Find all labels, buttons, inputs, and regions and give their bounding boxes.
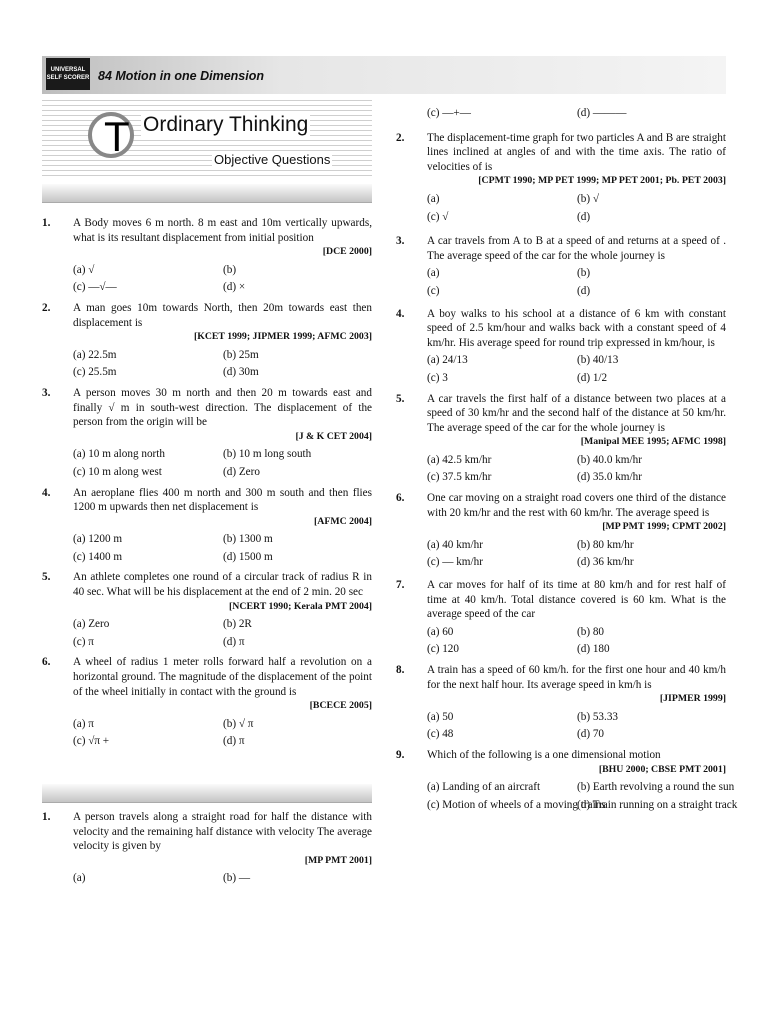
answer-option: (b) 40.0 km/hr	[577, 453, 642, 466]
answer-options	[427, 189, 726, 224]
answer-option: (c) ― km/hr	[427, 556, 483, 569]
answer-option: (b) √	[577, 192, 599, 205]
question-item	[42, 486, 372, 565]
answer-option: (c) π	[73, 635, 94, 648]
answer-option: (b) 1300 m	[223, 533, 273, 546]
answer-option: (a) 60	[427, 625, 454, 638]
section-logo-letter: T	[104, 113, 130, 160]
question-item	[396, 131, 726, 225]
answer-option: (a) 24/13	[427, 354, 468, 367]
answer-option: (d) 35.0 km/hr	[577, 471, 642, 484]
question-number: 6.	[396, 492, 405, 505]
answer-options	[427, 777, 738, 812]
question-number: 3.	[42, 386, 51, 399]
answer-option: (a) Landing of an aircraft	[427, 781, 541, 794]
answer-options	[427, 103, 726, 121]
question-source: [BCECE 2005]	[309, 700, 372, 712]
question-text: A man goes 10m towards North, then 20m towards east then displacement is	[73, 301, 372, 329]
answer-option: (d) π	[223, 735, 245, 748]
answer-option: (a) √	[73, 263, 95, 276]
answer-option: (c) ―√―	[73, 281, 117, 294]
answer-option: (d) π	[223, 635, 245, 648]
question-source: [J & K CET 2004]	[295, 430, 372, 442]
right-column	[396, 103, 738, 812]
logo-line-1: UNIVERSAL	[50, 67, 86, 73]
question-text: An aeroplane flies 400 m north and 300 m south and then flies 1200 m upwards then net displacement is	[73, 486, 372, 514]
question-source: [NCERT 1990; Kerala PMT 2004]	[229, 600, 372, 612]
answer-option: (b) 25m	[223, 348, 259, 361]
question-source: [MP PMT 1999; CPMT 2002]	[602, 521, 726, 533]
question-number: 5.	[396, 392, 405, 405]
question-item	[396, 491, 726, 570]
question-item	[42, 570, 372, 649]
question-number: 6.	[42, 656, 51, 669]
answer-option: (d) ―――	[577, 107, 627, 119]
answer-option: (a) 10 m along north	[73, 448, 165, 461]
publisher-logo	[46, 58, 90, 90]
answer-option: (b) 10 m long south	[223, 448, 312, 461]
question-text: Which of the following is a one dimensional motion	[427, 748, 661, 761]
answer-option: (b) ―	[223, 872, 251, 885]
answer-option: (b)	[577, 267, 591, 280]
question-text: A Body moves 6 m north. 8 m east and 10m vertically upwards, what is its resultant displacement from initial position	[73, 217, 372, 244]
answer-options	[427, 350, 726, 385]
answer-option: (d) ×	[223, 281, 246, 294]
answer-option: (a) Zero	[73, 618, 110, 631]
answer-option: (c) 48	[427, 728, 454, 741]
answer-options	[427, 622, 726, 657]
section-title: Ordinary Thinking	[143, 113, 309, 136]
page-title: 84 Motion in one Dimension	[98, 69, 264, 83]
answer-option: (d) 36 km/hr	[577, 556, 634, 569]
question-item	[42, 655, 372, 749]
answer-option: (a) π	[73, 717, 94, 730]
answer-option: (b) 40/13	[577, 354, 619, 367]
answer-option: (a) 50	[427, 710, 454, 723]
divider-bar	[42, 784, 372, 803]
question-source: [Manipal MEE 1995; AFMC 1998]	[580, 436, 726, 448]
question-text: A person travels along a straight road for half the distance with velocity and the remaining half distance with velocity The average velocity is given by	[73, 811, 372, 853]
answer-options	[73, 868, 372, 886]
answer-option: (c)	[427, 284, 440, 297]
answer-option: (c) 1400 m	[73, 550, 123, 563]
answer-option: (d) 70	[577, 728, 605, 741]
question-number: 2.	[396, 131, 405, 144]
answer-option: (a)	[427, 192, 440, 205]
question-source: [AFMC 2004]	[314, 515, 372, 527]
answer-options	[427, 707, 726, 742]
answer-options	[73, 529, 372, 564]
answer-options	[73, 714, 372, 749]
answer-option: (c) 25.5m	[73, 366, 117, 379]
question-number: 7.	[396, 579, 405, 592]
question-number: 3.	[396, 235, 405, 248]
question-item	[396, 663, 726, 742]
answer-option: (b)	[223, 263, 237, 276]
question-number: 4.	[42, 486, 51, 499]
answer-option: (a) 1200 m	[73, 533, 123, 546]
question-source: [DCE 2000]	[322, 246, 372, 258]
question-item	[42, 386, 372, 480]
question-item	[396, 748, 738, 812]
answer-option: (b) 53.33	[577, 710, 619, 723]
answer-option: (b) Earth revolving a round the sun	[577, 781, 735, 794]
question-number: 5.	[42, 571, 51, 584]
answer-options	[73, 345, 372, 380]
answer-options	[427, 535, 726, 570]
question-number: 4.	[396, 307, 405, 320]
question-number: 9.	[396, 748, 405, 761]
question-item	[396, 307, 726, 386]
question-number: 8.	[396, 664, 405, 676]
answer-option: (c) 120	[427, 643, 459, 656]
answer-option: (a)	[73, 872, 86, 885]
question-text: A boy walks to his school at a distance of 6 km with constant speed of 2.5 km/hour and walks back with a constant speed of 4 km/hr. His average speed for round trip expressed in km/hour, is	[427, 307, 726, 349]
logo-line-2: SELF SCORER	[46, 75, 90, 81]
answer-option: (c) √π +	[73, 735, 110, 748]
answer-option: (c) √	[427, 210, 449, 223]
answer-option: (d) 180	[577, 643, 610, 656]
question-text: A person moves 30 m north and then 20 m towards east and finally √ m in south-west direction. The displacement of the person from the origin will be	[73, 386, 372, 429]
answer-option: (a) 22.5m	[73, 348, 117, 361]
question-text: A car moves for half of its time at 80 km/h and for rest half of time at 40 km/h. Total distance covered is 60 km. What is the average speed of the car	[427, 579, 726, 621]
answer-option: (d)	[577, 210, 591, 223]
answer-option: (b) 80 km/hr	[577, 538, 634, 551]
question-text: A wheel of radius 1 meter rolls forward half a revolution on a horizontal ground. The magnitude of the displacement of the point of the wheel initially in contact with the ground is	[73, 656, 372, 698]
answer-option: (d) 1/2	[577, 371, 608, 384]
answer-options	[73, 444, 372, 479]
answer-option: (b) 80	[577, 625, 605, 638]
question-number: 1.	[42, 811, 51, 823]
answer-option: (c) 37.5 km/hr	[427, 471, 492, 484]
question-item	[42, 810, 372, 886]
question-text: A car travels from A to B at a speed of and returns at a speed of . The average speed of the car for the whole journey is	[427, 235, 726, 262]
divider-bar	[42, 184, 372, 203]
answer-option: (a)	[427, 267, 440, 280]
question-source: [BHU 2000; CBSE PMT 2001]	[598, 763, 726, 775]
question-number: 2.	[42, 301, 51, 314]
answer-option: (d)	[577, 284, 591, 297]
question-number: 1.	[42, 217, 51, 229]
question-item	[396, 103, 726, 121]
answer-option: (c) 10 m along west	[73, 465, 162, 478]
answer-option: (d) Zero	[223, 465, 260, 478]
question-text: A car travels the first half of a distance between two places at a speed of 30 km/hr and the second half of the distance at 50 km/hr. The average speed of the car for the whole journey is	[427, 392, 726, 434]
answer-option: (a) 40 km/hr	[427, 538, 483, 551]
answer-option: (c) ―+―	[427, 107, 471, 119]
question-item	[396, 392, 726, 486]
question-item	[42, 301, 372, 380]
answer-options	[427, 450, 726, 485]
question-text: An athlete completes one round of a circular track of radius R in 40 sec. What will be his displacement at the end of 2 min. 20 sec	[73, 571, 372, 599]
answer-option: (b) √ π	[223, 717, 254, 730]
answer-options	[73, 614, 372, 649]
answer-option: (a) 42.5 km/hr	[427, 453, 492, 466]
question-source: [MP PMT 2001]	[304, 854, 372, 866]
answer-option: (d) Train running on a straight track	[577, 798, 738, 811]
question-text: A train has a speed of 60 km/h. for the first one hour and 40 km/h for the next half hour. Its average speed in km/h is	[427, 664, 726, 691]
question-source: [JIPMER 1999]	[659, 693, 726, 705]
question-item	[42, 216, 372, 295]
section-subtitle: Objective Questions	[214, 152, 331, 167]
question-text: The displacement-time graph for two particles A and B are straight lines inclined at angles of and with the time axis. The ratio of velocities of is	[427, 131, 726, 173]
left-column-lower	[42, 810, 372, 886]
answer-option: (b) 2R	[223, 618, 252, 631]
question-item	[396, 578, 726, 657]
answer-option: (c) 3	[427, 371, 448, 384]
question-text: One car moving on a straight road covers one third of the distance with 20 km/hr and the rest with 60 km/hr. The average speed is	[427, 492, 726, 519]
answer-option: (d) 30m	[223, 366, 259, 379]
left-column	[42, 216, 372, 749]
question-item	[396, 234, 726, 298]
answer-options	[73, 260, 372, 295]
question-source: [CPMT 1990; MP PET 1999; MP PET 2001; Pb. PET 2003]	[478, 175, 726, 187]
answer-option: (c) Motion of wheels of a moving trains	[427, 798, 606, 811]
question-source: [KCET 1999; JIPMER 1999; AFMC 2003]	[193, 331, 372, 343]
answer-option: (d) 1500 m	[223, 550, 273, 563]
answer-options	[427, 263, 726, 298]
